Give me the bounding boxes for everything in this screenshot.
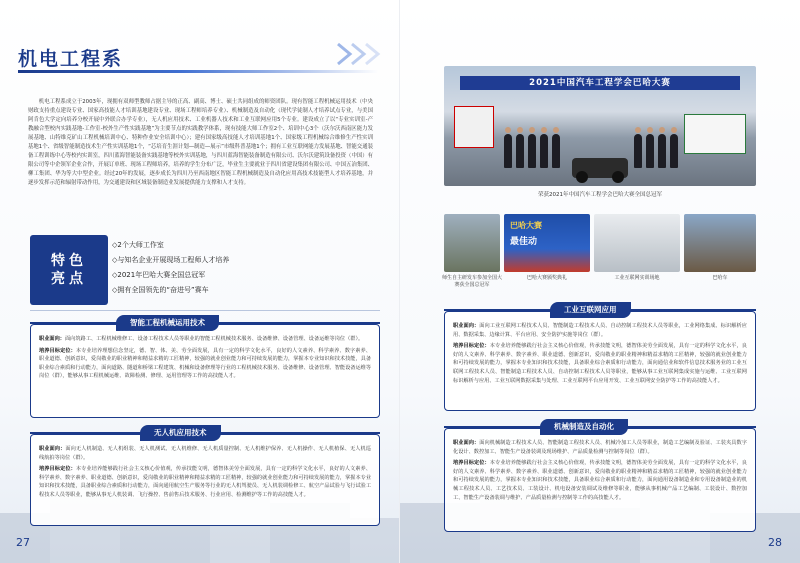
- career-orientation: 职业面向：面向工业互联网工程技术人员、智能制造工程技术人员、自动控制工程技术人员等职业，工业网络集成、标识解析应用、数据采集、边缘计算、平台应用、安全防护实施等岗位（群）。: [453, 323, 747, 338]
- highlights-list: [112, 238, 229, 298]
- department-intro: 机电工程系成立于2003年，现拥有双师型教师占据主导的正高、副高、博士、硕士共同组成的师资团队。现有智能工程机械运用技术（中央财政支持重点建设专业、国家高技能人才培训基地建设专业、现场工程师培养专业）、机械制造及自动化（现代学徒制人才培养试点专业，与美国阿肯色大学定向培养分校开展中外联合办学专业），无人机应用技术、工业机器人技术和工业互联网应用5个专业。建设成立了以“专业实训室-产教融合型校内实践基地-工作室-校外生产性实践基地”为主要节点的实践教学体系，现有技能大师工作室2个、培训中心3个（沃尔沃西南区能力发展基地、山特维克矿山工程机械培训中心、特种作业安全培训中心）；建有国家级高技能人才培训基地1个、国家级工程机械综合维修生产性实训基地1个、省级智能制造技术生产性实训基地1个，“芯培育生涯计划—制造—展示”市级科普基地1个；拥有工业互联网能力发展基地、智能交通装备工程训练中心等校内实训室，四川蓝海智能装备实践基地等校外实训基地，与四川蓝海智能装备制造有限公司、沃尔沃建筑设备投资（中国）有限公司等中企领军企业合作，开展订单班、现场工程师培养，培养的学生分布广泛，毕业生主要就业于四川省建设集团有限公司、中国五冶集团、柳工集团、华为等大中型企业。经过20年的发展，逐步成长为四川乃至西南地区智能工程机械制造及自动化应用高技术技能型人才培养基地，并逐步发挥示范和辐射带动作用，为交通建设和区域装备制造业发展提供能力支撑和人才支持。: [28, 99, 374, 186]
- career-orientation: 职业面向：面向机械制造工程技术人员、智能制造工程技术人员、机械冷加工人员等职业，制造工艺编制及验证、工装夹具数字化设计、数控加工、智能生产设备装调及现场维护、产品质量检测与控制等岗位（群）。: [453, 440, 747, 455]
- photo-overlay-text: 最佳动: [510, 237, 538, 247]
- person: [528, 134, 536, 168]
- section-header: [116, 315, 219, 331]
- main-photo-caption: 荣获2021年中国汽车工程学会巴哈大赛全国总冠军: [538, 192, 662, 198]
- thumb-caption: 巴哈大赛颁奖典礼: [526, 275, 567, 281]
- thumb-caption: 工业互联网实训场地: [614, 275, 660, 281]
- section-box: [30, 324, 380, 418]
- section-box: [444, 428, 756, 532]
- school-banner: [684, 114, 746, 154]
- team-flag: [454, 106, 494, 148]
- photo-banner: 2021中国汽车工程学会巴哈大赛: [460, 76, 740, 90]
- photo-overlay-text: 巴哈大赛: [510, 221, 542, 230]
- thumb-caption: 师生自主研发车参加全国大赛获全国总冠军: [441, 275, 502, 288]
- person: [646, 134, 654, 168]
- thumb-photo: [594, 214, 680, 272]
- competition-team-photo: [444, 66, 756, 186]
- person: [670, 134, 678, 168]
- training-goal: 培养目标定位：本专业培养能够践行社会主义核心价值观，传承技能文明，德智体美劳全面发展，具有一定的科学文化水平，良好的人文素养、科学素养、数字素养、职业道德、创新意识，爱岗敬业的职业精神和精益求精的工匠精神，较强的就业创业能力和可持续发展的能力，掌握本专业知识和技术技能，具备职业综合素质和行动能力，面向通用航空生产服务等行业的无人机驾驶员、无人机装调检修工、航空产品试验与飞行试验工程技术人员等职业，能够从事无人机装调、飞行操控、售前售后技术服务、行业应用、检测维护等工作的高技能人才。: [39, 466, 372, 498]
- section-header: [540, 419, 628, 435]
- section-header: [550, 302, 631, 318]
- training-goal: 培养目标定位：本专业培养能够践行社会主义核心价值观，传承技能文明，德智体美劳全面发展，具有一定的科学文化水平，良好的人文素养、科学素养、数字素养、职业道德、创新意识，爱岗敬业的职业精神和精益求精的工匠精神，较强的就业创业能力和可持续发展的能力，掌握本专业知识和技术技能，具备职业综合素质和行动能力，面向通用设备制造业和专用设备制造业的机械工程技术人员、工艺技术员、工装设计、机电设备安装调试及维修等职业，能够从事机械产品工艺编制、工装设计、数控加工、智能生产设备装调与维护、产品质量检测与控制等工作的高技能人才。: [453, 460, 747, 501]
- training-goal: 培养目标定位：本专业培养理想信念坚定，德、智、体、美、劳全面发展，具有一定的科学文化水平，良好的人文素养、科学素养、数字素养、职业道德、创新意识，爱岗敬业的职业精神和精益求精的工匠精神，较强的就业创业能力和可持续发展的能力，掌握本专业知识和技术技能，具备职业综合素质和行动能力，面向道路、隧道和桥梁工程建筑、机械和设备修理等行业的工程机械技术服务、设备维修、设备管理、智能设备运维等岗位（群），能够从事工程机械运维、故障检测、修理、运用管理等工作的高技能人才。: [39, 347, 372, 380]
- highlight-item: ◇与知名企业开展现场工程师人才培养: [112, 256, 230, 264]
- training-goal: 培养目标定位：本专业培养能够践行社会主义核心价值观，传承技能文明，德智体美劳全面发展，具有一定的科学文化水平，良好的人文素养、科学素养、数字素养、职业道德、创新意识，爱岗敬业的职业精神和精益求精的工匠精神，较强的就业创业能力和可持续发展的能力，掌握本专业知识和技术技能，具备职业综合素质和行动能力，面向通信业和软件信息技术服务业的工业互联网工程技术人员、智能制造工程技术人员、自动控制工程技术人员等职业，能够从事工业互联网集成实施与运维、工业互联网标识解析与应用、工业互联网数据采集与处理、工业互联网平台应用开发、工业互联网安全防护等工作的高技能人才。: [453, 343, 747, 384]
- section-box: [30, 434, 380, 526]
- section-header: [140, 425, 221, 441]
- person: [634, 134, 642, 168]
- title-underline: [18, 70, 378, 73]
- person: [504, 134, 512, 168]
- highlights-label: 特色亮点: [51, 253, 87, 287]
- highlight-item: ◇拥有全国领先的“奋进号”赛车: [112, 286, 209, 294]
- section-title: 工业互联网应用: [550, 302, 631, 318]
- section-title: 机械制造及自动化: [540, 419, 628, 435]
- divider: [30, 310, 380, 311]
- chevron-decoration-icon: [330, 40, 390, 68]
- page-title: 机电工程系: [18, 48, 124, 70]
- thumb-photo: [444, 214, 500, 272]
- person: [552, 134, 560, 168]
- highlight-item: ◇2021年巴哈大赛全国总冠军: [112, 271, 206, 279]
- person: [540, 134, 548, 168]
- person: [658, 134, 666, 168]
- thumb-caption: 巴哈车: [712, 275, 728, 281]
- section-title: 无人机应用技术: [140, 425, 221, 441]
- right-page: [400, 0, 800, 563]
- career-orientation: 职业面向：面向无人机制造、无人机组装、无人机测试、无人机维修、无人机质量控制、无人机维护保养、无人机操作、无人机植保、无人机巡线航拍等岗位（群）。: [39, 446, 371, 461]
- person: [516, 134, 524, 168]
- highlight-item: ◇2个大师工作室: [112, 241, 164, 249]
- baja-car: [572, 158, 628, 178]
- highlights-label-box: [30, 235, 108, 305]
- page-number: 27: [16, 536, 30, 549]
- section-box: [444, 311, 756, 411]
- page-title-wrap: [18, 44, 123, 71]
- career-orientation: 职业面向：面向筑路工、工程机械维修工、设备工程技术人员等职业的智能工程机械技术服务、设备维修、设备管理、设备运维等岗位（群）。: [39, 336, 364, 342]
- thumb-photo: [504, 214, 590, 272]
- page-number: 28: [768, 536, 782, 549]
- thumb-photo: [684, 214, 756, 272]
- section-title: 智能工程机械运用技术: [116, 315, 219, 331]
